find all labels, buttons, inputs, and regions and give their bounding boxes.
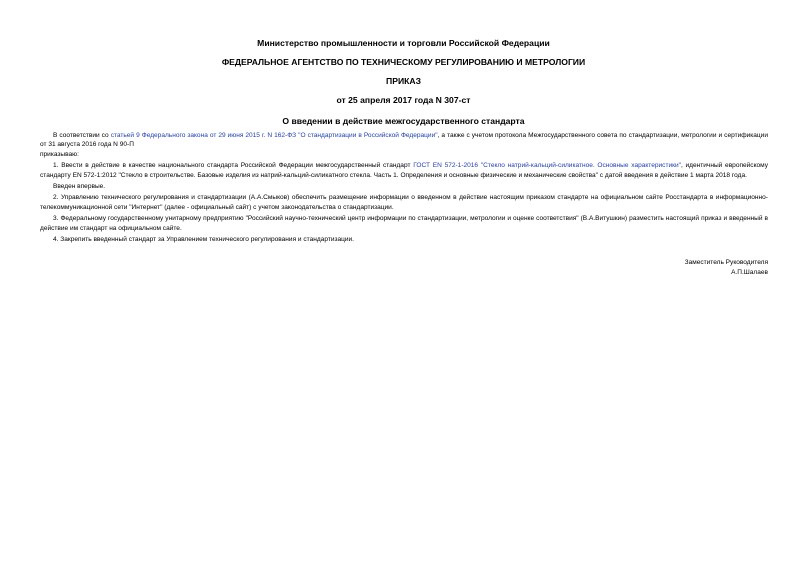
signatory-title: Заместитель Руководителя [684, 259, 768, 266]
orders-word: приказываю: [40, 150, 79, 158]
gost-standard-link[interactable]: ГОСТ EN 572-1-2016 [413, 162, 479, 170]
item-1-text-2: , идентичный европейскому стандарту EN 572-1:2012 "Стекло в строительстве. Базовые изделия из натрий-кальций-силикатного стекла. Часть 1. Определения и основные физические и механические свойства" с датой введения в действие 1 марта 2018 года. [40, 162, 768, 179]
item-4-paragraph: 4. Закрепить введенный стандарт за Управлением технического регулирования и стандартизации. [53, 236, 354, 244]
order-subject: О введении в действие межгосударственного стандарта [282, 116, 525, 126]
standard-title-link[interactable]: "Стекло натрий-кальций-силикатное. Основные характеристики" [480, 162, 681, 170]
order-date-number: от 25 апреля 2017 года N 307-ст [336, 95, 471, 105]
preamble-paragraph [40, 131, 768, 150]
item-1-text-1: 1. Ввести в действие в качестве национального стандарта Российской Федерации межгосударственный стандарт [53, 162, 414, 170]
item-1-paragraph [40, 161, 768, 180]
preamble-text-2: , а также с учетом протокола Межгосударственного совета по стандартизации, метрологии и сертификации от 31 августа 2016 года N 90-П [40, 132, 768, 149]
ministry-name: Министерство промышленности и торговли Российской Федерации [257, 38, 550, 48]
introduced-first-time: Введен впервые. [53, 183, 106, 191]
federal-law-link[interactable]: статьей 9 Федерального закона от 29 июня 2015 г. N 162-ФЗ "О стандартизации в Российской Федерации" [110, 132, 438, 139]
item-3-paragraph: 3. Федеральному государственному унитарному предприятию "Российский научно-технический центр информации по стандартизации, метрологии и оценке соответствия" (В.А.Витушкин) разместить настоящий приказ и введенный в действие им стандарт на официальном сайте. [40, 215, 768, 232]
order-body [40, 131, 768, 244]
item-2-paragraph: 2. Управлению технического регулирования и стандартизации (А.А.Смыков) обеспечить размещение информации о введенном в действие настоящим приказом стандарте на официальном сайте Росстандарта в информационно-телекоммуникационной сети "Интернет" (далее - официальный сайт) с учетом законодательства о стандартизации. [40, 194, 768, 211]
preamble-text-1: В соответствии со [53, 132, 111, 139]
signatory-name: А.П.Шалаев [731, 269, 768, 276]
agency-name: ФЕДЕРАЛЬНОЕ АГЕНТСТВО ПО ТЕХНИЧЕСКОМУ РЕГУЛИРОВАНИЮ И МЕТРОЛОГИИ [221, 57, 586, 67]
document-type: ПРИКАЗ [386, 76, 421, 86]
